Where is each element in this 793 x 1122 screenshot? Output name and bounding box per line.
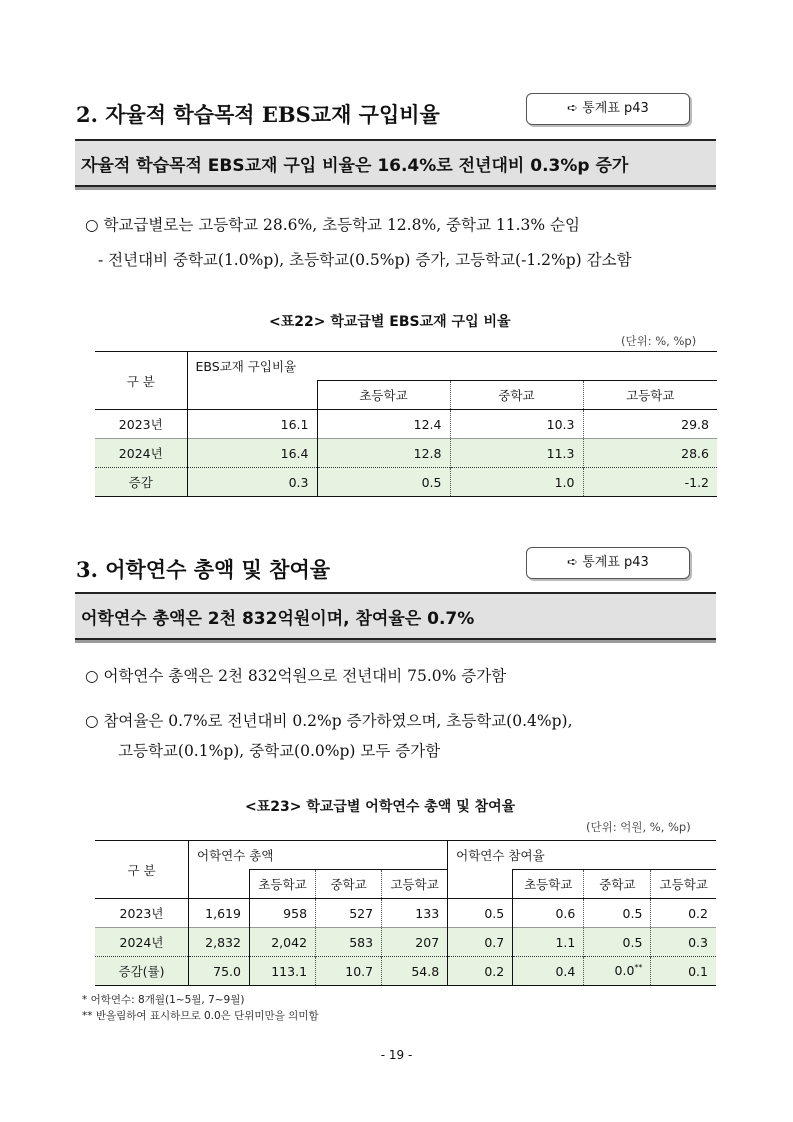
cell-rate-elem: 0.4: [513, 957, 584, 986]
cell-mid: 11.3: [450, 439, 583, 468]
cell-amt-total: 1,619: [189, 899, 250, 928]
cell-elem: 0.5: [317, 468, 450, 497]
table23-amt-header-elem: 초등학교: [249, 870, 315, 899]
cell-rate-mid: 0.5: [584, 899, 651, 928]
footnote-2: ** 반올림하여 표시하므로 0.0은 단위미만을 의미함: [82, 1010, 319, 1022]
table22-group-header: EBS교재 구입비율: [195, 359, 297, 374]
cell-elem: 12.8: [317, 439, 450, 468]
section3-title: 3. 어학연수 총액 및 참여율: [76, 557, 331, 582]
section2-ref-link[interactable]: ➪ 통계표 p43: [526, 93, 690, 125]
row-label: 2023년: [95, 410, 187, 439]
section3-ref-link[interactable]: ➪ 통계표 p43: [526, 547, 690, 579]
section3-bullet2-line2: 고등학교(0.1%p), 중학교(0.0%p) 모두 증가함: [118, 742, 441, 760]
cell-amt-mid: 10.7: [316, 957, 382, 986]
table-row: [95, 957, 716, 986]
table-row: [95, 928, 716, 957]
table23-amt-header-high: 고등학교: [382, 870, 448, 899]
section3-bullet2-line1: ○ 참여율은 0.7%로 전년대비 0.2%p 증가하였으며, 초등학교(0.4%p),: [85, 712, 573, 730]
cell-total: 16.1: [187, 410, 317, 439]
cell-rate-high: 0.2: [688, 905, 708, 921]
cell-amt-mid: 527: [316, 899, 382, 928]
cell-amt-total: 2,832: [189, 928, 250, 957]
cell-rate-total: 0.5: [448, 899, 513, 928]
section2-summary: 자율적 학습목적 EBS교재 구입 비율은 16.4%로 전년대비 0.3%p 증가: [81, 156, 629, 176]
cell-total: 16.4: [187, 439, 317, 468]
table23-amt-header-mid: 중학교: [316, 870, 382, 899]
section2-bullet1: ○ 학교급별로는 고등학교 28.6%, 초등학교 12.8%, 중학교 11.3% 순임: [85, 216, 581, 234]
table-row: [95, 410, 717, 439]
row-label: 2024년: [95, 928, 189, 957]
cell-rate-mid-value: 0.0: [614, 963, 635, 979]
cell-rate-high: 0.3: [651, 928, 716, 957]
cell-high: 29.8: [681, 416, 709, 432]
section2-bullet2: - 전년대비 중학교(1.0%p), 초등학교(0.5%p) 증가, 고등학교(-1.2%p) 감소함: [98, 251, 632, 269]
cell-mid: 10.3: [450, 410, 583, 439]
section3-summary: 어학연수 총액은 2천 832억원이며, 참여율은 0.7%: [81, 609, 475, 629]
cell-amt-mid: 583: [316, 928, 382, 957]
cell-rate-mid: [584, 957, 651, 986]
cell-amt-high: 54.8: [382, 957, 448, 986]
table22-unit: (단위: %, %p): [621, 334, 697, 348]
cell-amt-high: 133: [382, 899, 448, 928]
cell-rate-mid: 0.5: [584, 928, 651, 957]
cell-elem: 12.4: [317, 410, 450, 439]
table23-title: <표23> 학교급별 어학연수 총액 및 참여율: [245, 799, 516, 815]
cell-high: 28.6: [583, 439, 717, 468]
cell-total: 0.3: [187, 468, 317, 497]
cell-rate-total: 0.2: [448, 957, 513, 986]
cell-amt-elem: 113.1: [249, 957, 315, 986]
row-label: 2023년: [95, 899, 189, 928]
table23-rate-header-high: 고등학교: [651, 870, 716, 899]
footnote-mark: **: [634, 963, 643, 973]
cell-rate-high: 0.1: [651, 957, 716, 986]
table22-header-mid: 중학교: [450, 381, 583, 410]
cell-amt-total: 75.0: [189, 957, 250, 986]
table22-title: <표22> 학교급별 EBS교재 구입 비율: [269, 314, 511, 330]
table23: [95, 840, 716, 986]
cell-high: -1.2: [583, 468, 717, 497]
footnote-1: * 어학연수: 8개월(1~5월, 7~9월): [82, 994, 245, 1006]
section2-title: 2. 자율적 학습목적 EBS교재 구입비율: [76, 102, 440, 127]
table-row: [95, 468, 717, 497]
table-row: [95, 439, 717, 468]
table22-header-elem: 초등학교: [317, 381, 450, 410]
table22-header-high: 고등학교: [583, 381, 717, 410]
table23-rowhead: 구 분: [95, 841, 189, 899]
table23-unit: (단위: 억원, %, %p): [586, 820, 691, 834]
cell-rate-elem: 0.6: [513, 899, 584, 928]
table23-rate-header-mid: 중학교: [584, 870, 651, 899]
table22-total-header: [187, 381, 317, 410]
table23-rate-header-elem: 초등학교: [513, 870, 584, 899]
section2-summary-box: [75, 139, 716, 187]
table23-group1-header: 어학연수 총액: [189, 841, 448, 870]
table22: [95, 351, 717, 497]
page-number: - 19 -: [380, 1048, 413, 1062]
section3-bullet1: ○ 어학연수 총액은 2천 832억원으로 전년대비 75.0% 증가함: [85, 667, 507, 685]
row-label: 증감(률): [95, 957, 189, 986]
table22-rowhead: 구 분: [95, 352, 187, 410]
cell-amt-elem: 2,042: [249, 928, 315, 957]
table-row: [95, 899, 716, 928]
cell-rate-total: 0.7: [448, 928, 513, 957]
row-label: 2024년: [95, 439, 187, 468]
cell-amt-high: 207: [382, 928, 448, 957]
cell-rate-elem: 1.1: [513, 928, 584, 957]
row-label: 증감: [95, 468, 187, 497]
table23-group2-header: 어학연수 참여율: [456, 848, 545, 863]
cell-amt-elem: 958: [249, 899, 315, 928]
section3-summary-box: [75, 592, 716, 640]
cell-mid: 1.0: [450, 468, 583, 497]
